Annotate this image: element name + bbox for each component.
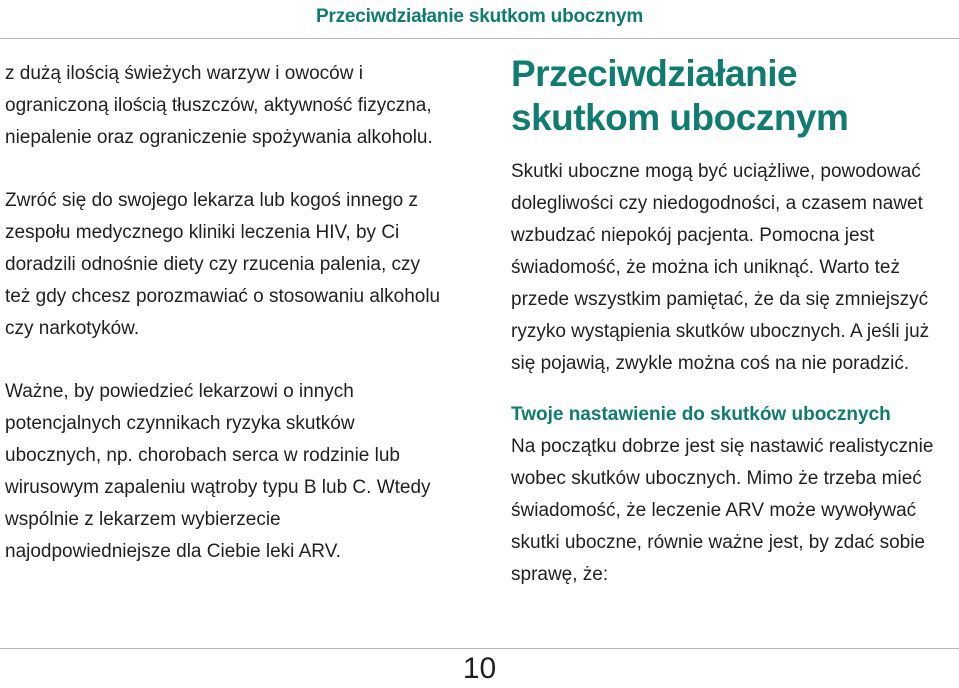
running-header-title: Przeciwdziałanie skutkom ubocznym [315,6,644,27]
attitude-paragraph: Na początku dobrze jest się nastawić realistycznie wobec skutków ubocznych. Mimo że trzeba mieć świadomość, że leczenie ARV może wywoływać skutki uboczne, równie ważne jest, by zdać sobie sprawę, że: [511,436,934,585]
right-column [511,52,951,591]
page-number: 10 [462,652,497,685]
paragraph-consult-doctor: Zwróć się do swojego lekarza lub kogoś innego z zespołu medycznego kliniki leczenia HIV, by Ci doradzili odnośnie diety czy rzucenia palenia, czy też gdy chcesz porozmawiać o stosowaniu alkoholu czy narkotyków. [5,190,441,339]
subheading-attitude: Twoje nastawienie do skutków ubocznych [511,404,891,425]
header-divider [0,38,959,39]
paragraph-diet-continuation: z dużą ilością świeżych warzyw i owoców i ograniczoną ilością tłuszczów, aktywność fizyczna, niepalenie oraz ograniczenie spożywania alkoholu. [5,63,433,148]
intro-paragraph: Skutki uboczne mogą być uciążliwe, powodować dolegliwości czy niedogodności, a czasem nawet wzbudzać niepokój pacjenta. Pomocna jest świadomość, że można ich uniknąć. Warto też przede wszystkim pamiętać, że da się zmniejszyć ryzyko wystąpienia skutków ubocznych. A jeśli już się pojawią, zwykle można coś na nie poradzić. [511,161,930,374]
left-column [5,58,445,568]
paragraph-risk-factors: Ważne, by powiedzieć lekarzowi o innych potencjalnych czynnikach ryzyka skutków ubocznych, np. chorobach serca w rodzinie lub wirusowym zapaleniu wątroby typu B lub C. Wtedy wspólnie z lekarzem wybierzecie najodpowiedniejsze dla Ciebie leki ARV. [5,381,431,562]
section-title: Przeciwdziałanie skutkom ubocznym [511,53,849,138]
footer-divider [0,648,959,649]
